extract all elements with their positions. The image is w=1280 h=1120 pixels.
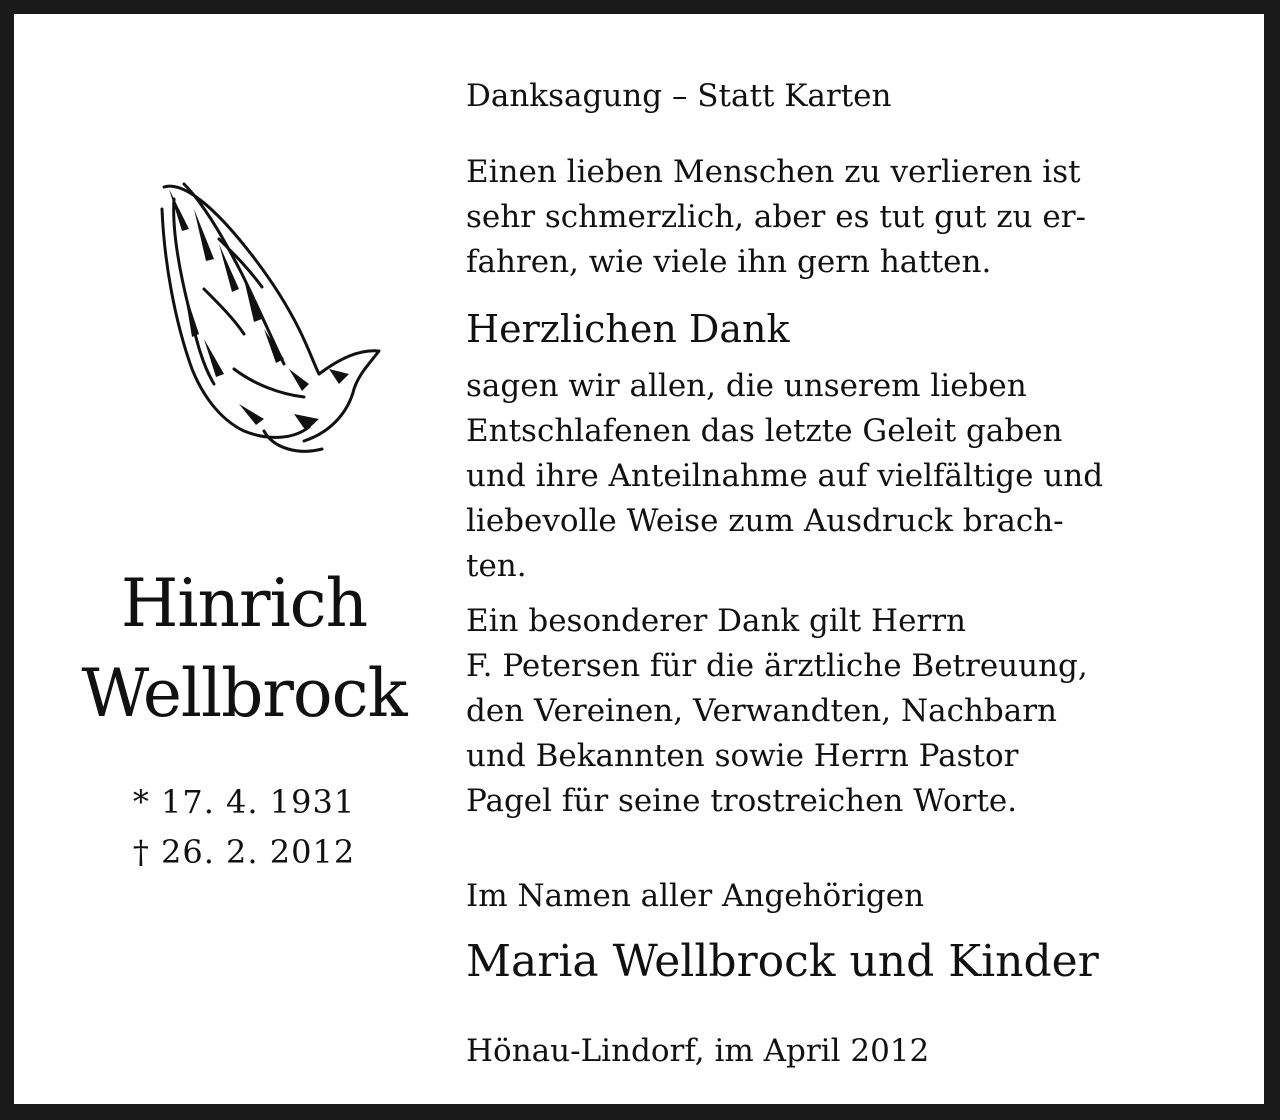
text-line: Ein besonderer Dank gilt Herrn: [466, 603, 967, 639]
text-line: und ihre Anteilnahme auf vielfältige und: [466, 458, 1104, 494]
signature: Maria Wellbrock und Kinder: [466, 936, 1099, 987]
closing-text: Im Namen aller Angehörigen: [466, 878, 925, 914]
notice-title: Danksagung – Statt Karten: [466, 78, 892, 114]
text-line: fahren, wie viele ihn gern hatten.: [466, 244, 992, 280]
text-line: Einen lieben Menschen zu verlieren ist: [466, 154, 1081, 190]
thanks-heading: Herzlichen Dank: [466, 307, 790, 351]
text-line: liebevolle Weise zum Ausdruck brach-: [466, 503, 1064, 539]
text-line: sagen wir allen, die unserem lieben: [466, 368, 1027, 404]
text-line: Entschlafenen das letzte Geleit gaben: [466, 413, 1063, 449]
text-line: und Bekannten sowie Herrn Pastor: [466, 738, 1019, 774]
text-line: F. Petersen für die ärztliche Betreuung,: [466, 648, 1088, 684]
text-line: ten.: [466, 548, 527, 584]
place-date: Hönau-Lindorf, im April 2012: [466, 1033, 930, 1069]
text-line: den Vereinen, Verwandten, Nachbarn: [466, 693, 1058, 729]
birth-date: * 17. 4. 1931: [132, 783, 356, 821]
intro-paragraph: [466, 150, 1236, 285]
text-line: Pagel für seine trostreichen Worte.: [466, 783, 1018, 819]
thanks-paragraph: [466, 364, 1236, 589]
praying-hands-icon: [144, 169, 384, 459]
text-line: sehr schmerzlich, aber es tut gut zu er-: [466, 199, 1086, 235]
obituary-notice: [14, 14, 1264, 1104]
death-date: † 26. 2. 2012: [132, 833, 356, 871]
deceased-last-name: Wellbrock: [81, 655, 407, 732]
deceased-first-name: Hinrich: [120, 565, 368, 642]
special-thanks-paragraph: [466, 599, 1236, 824]
